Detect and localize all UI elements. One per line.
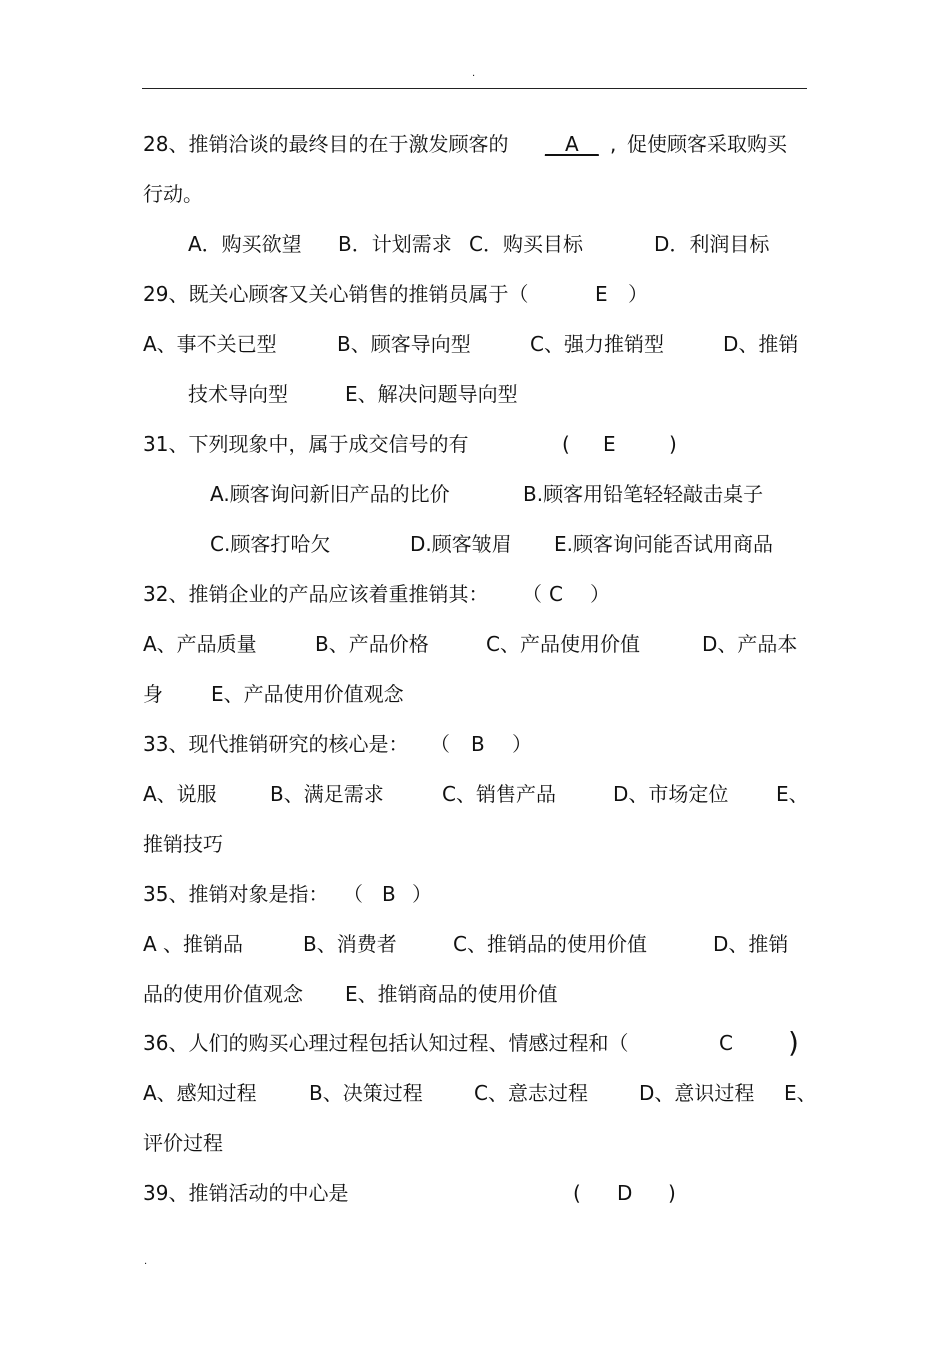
question-36-close: ) (788, 1026, 799, 1059)
option-a: A 、推销品 (143, 932, 244, 956)
option-a: A、事不关已型 (143, 332, 277, 356)
question-32-answer: C (549, 582, 563, 606)
option-e: E、推销商品的使用价值 (345, 982, 558, 1006)
option-c: C、意志过程 (474, 1081, 588, 1105)
option-e: E、 (784, 1081, 817, 1105)
question-35-answer: B (382, 882, 396, 906)
option-c: C、强力推销型 (530, 332, 664, 356)
page-header-dot: . (472, 68, 476, 79)
option-a: A.顾客询问新旧产品的比价 (210, 482, 450, 506)
option-e-cont: 评价过程 (143, 1131, 223, 1155)
option-c: C、销售产品 (442, 782, 556, 806)
option-e-cont: 推销技巧 (143, 832, 223, 856)
option-d-cont: 品的使用价值观念 (143, 982, 303, 1006)
option-c: C．购买目标 (469, 232, 583, 256)
option-c: C、推销品的使用价值 (453, 932, 647, 956)
option-d-cont: 技术导向型 (188, 382, 288, 406)
question-29-stem: 29、既关心顾客又关心销售的推销员属于（ (143, 282, 529, 306)
question-29-close: ） (628, 282, 648, 306)
question-32-open: （ (522, 582, 542, 606)
question-33-open: （ (430, 732, 450, 756)
question-39-close: ) (668, 1181, 676, 1205)
option-d: D、推销 (723, 332, 799, 356)
option-a: A、产品质量 (143, 632, 257, 656)
option-b: B、产品价格 (315, 632, 429, 656)
option-b: B、顾客导向型 (337, 332, 471, 356)
question-36-stem: 36、人们的购买心理过程包括认知过程、情感过程和（ (143, 1031, 629, 1055)
option-d: D．利润目标 (654, 232, 770, 256)
question-35-stem: 35、推销对象是指： (143, 882, 329, 906)
option-d: D.顾客皱眉 (410, 532, 512, 556)
question-35-close: ） (412, 882, 432, 906)
option-e: E、产品使用价值观念 (211, 682, 404, 706)
question-31-open: ( (562, 432, 570, 456)
question-31-answer: E (603, 432, 616, 456)
question-32-close: ） (590, 582, 610, 606)
option-a: A、说服 (143, 782, 217, 806)
question-35-open: （ (343, 882, 363, 906)
question-32-stem: 32、推销企业的产品应该着重推销其： (143, 582, 489, 606)
question-29-answer: E (595, 282, 608, 306)
question-39-stem: 39、推销活动的中心是 (143, 1181, 349, 1205)
question-28-stem-rest: 促使顾客采取购买 (627, 132, 787, 156)
option-a: A、感知过程 (143, 1081, 257, 1105)
option-b: B、决策过程 (309, 1081, 423, 1105)
option-b: B．计划需求 (338, 232, 452, 256)
question-39-open: ( (573, 1181, 581, 1205)
option-e: E、解决问题导向型 (345, 382, 518, 406)
option-d-cont: 身 (143, 682, 163, 706)
question-33-answer: B (471, 732, 485, 756)
option-a: A．购买欲望 (188, 232, 302, 256)
question-31-close: ) (669, 432, 677, 456)
option-d: D、产品本 (702, 632, 798, 656)
header-rule (142, 88, 807, 89)
question-28-answer: __A__ (545, 132, 599, 156)
question-28-stem-cont: 行动。 (143, 182, 203, 206)
option-e: E、 (776, 782, 809, 806)
page-footer-dot: . (144, 1256, 148, 1267)
question-28-stem: 28、推销洽谈的最终目的在于激发顾客的 (143, 132, 509, 156)
question-28-comma: , (610, 132, 617, 156)
option-d: D、市场定位 (613, 782, 729, 806)
option-e: E.顾客询问能否试用商品 (554, 532, 773, 556)
option-d: D、推销 (713, 932, 789, 956)
option-d: D、意识过程 (639, 1081, 755, 1105)
option-b: B、满足需求 (270, 782, 384, 806)
question-36-answer: C (719, 1031, 733, 1055)
option-b: B、消费者 (303, 932, 397, 956)
question-33-close: ） (512, 732, 532, 756)
option-b: B.顾客用铅笔轻轻敲击桌子 (523, 482, 764, 506)
option-c: C、产品使用价值 (486, 632, 640, 656)
question-33-stem: 33、现代推销研究的核心是： (143, 732, 409, 756)
option-c: C.顾客打哈欠 (210, 532, 331, 556)
question-39-answer: D (617, 1181, 633, 1205)
question-31-stem: 31、下列现象中，属于成交信号的有 (143, 432, 469, 456)
